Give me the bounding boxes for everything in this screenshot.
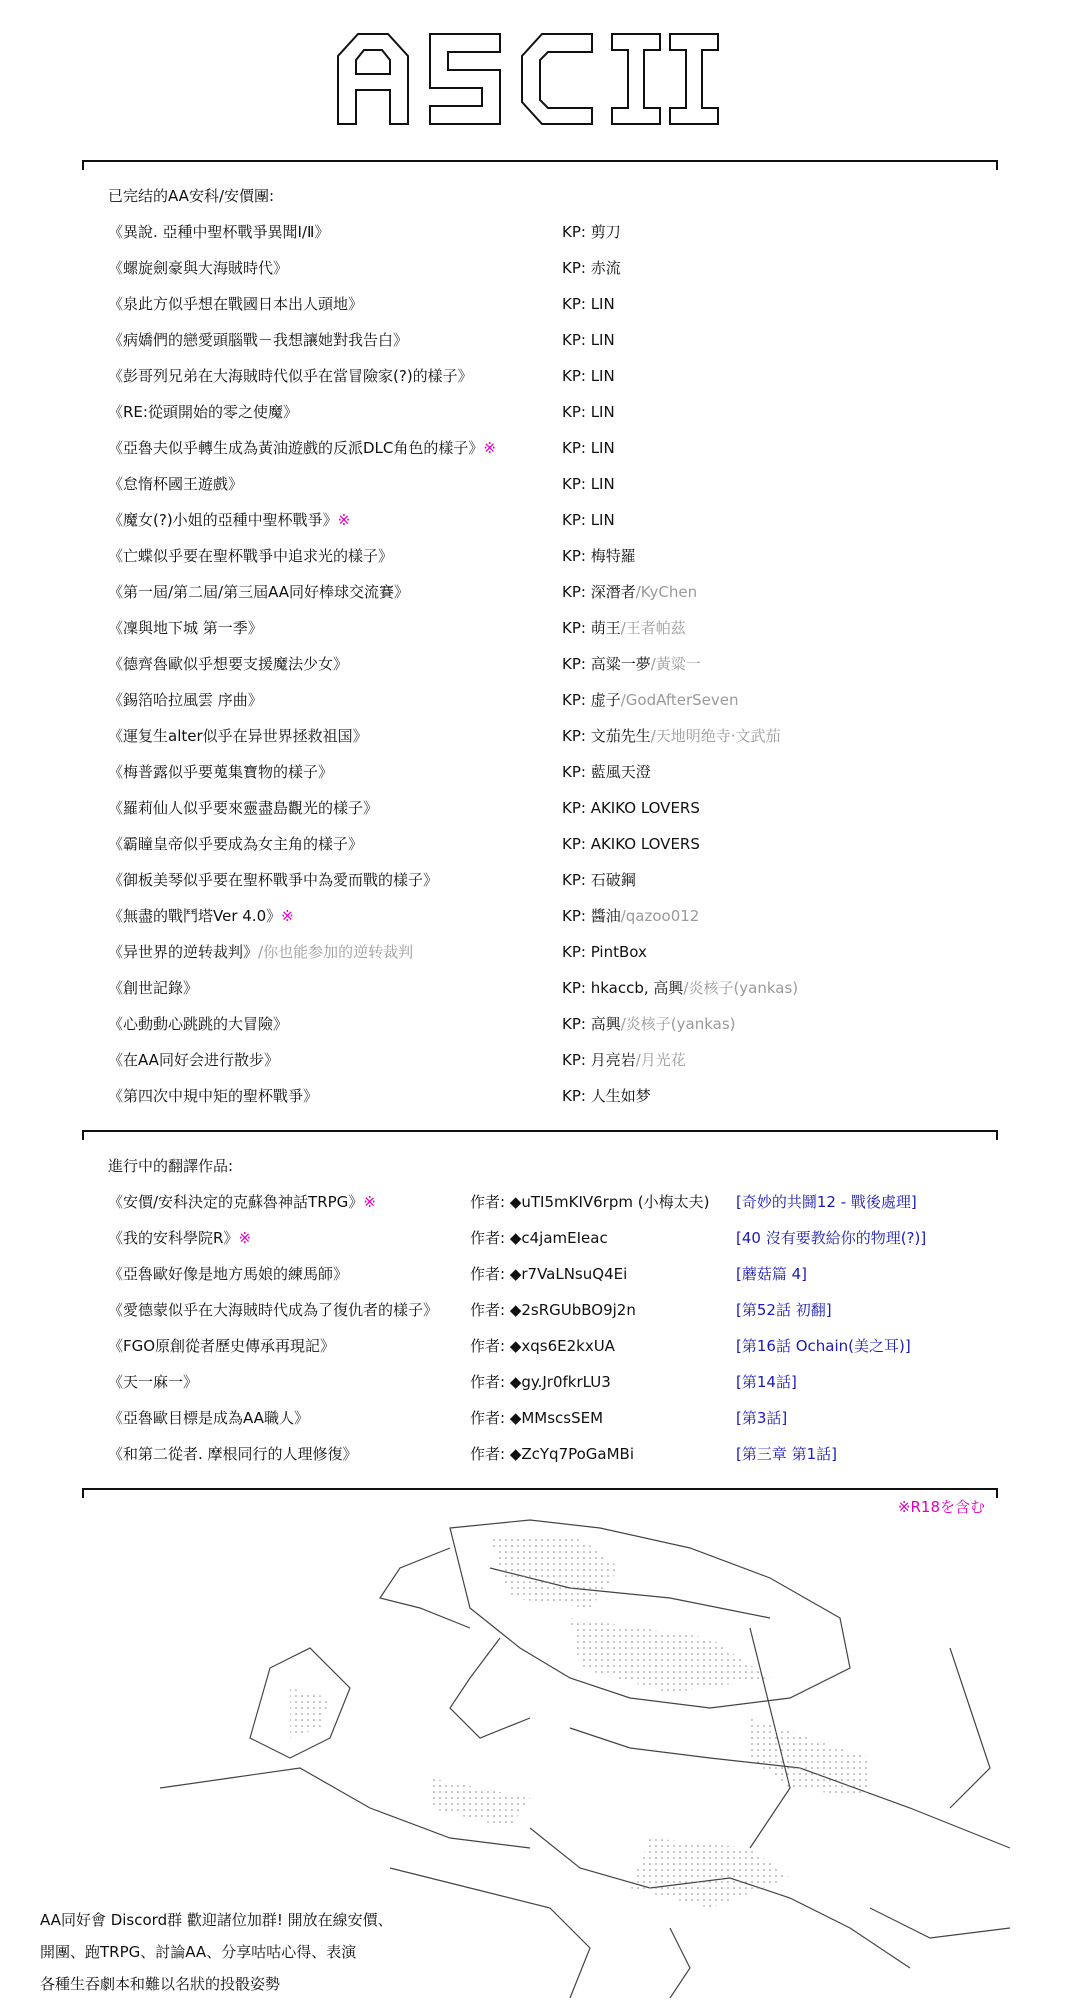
work-title-text[interactable]: 《魔女(?)小姐的亞種中聖杯戰爭》	[108, 511, 338, 529]
completed-list	[108, 220, 1020, 1120]
kp-name	[562, 1048, 686, 1072]
kp-label: KP: LIN	[562, 367, 615, 385]
kp-name	[562, 616, 686, 640]
list-item	[108, 364, 1020, 400]
work-title[interactable]	[108, 364, 473, 388]
work-title[interactable]	[108, 1084, 318, 1108]
work-title-text[interactable]: 《病嬌們的戀愛頭腦戰－我想讓她對我告白》	[108, 331, 409, 349]
work-title-text[interactable]: 《彭哥列兄弟在大海賊時代似乎在當冒險家(?)的樣子》	[108, 367, 473, 385]
work-title-text[interactable]: 《羅莉仙人似乎要來靈盡島觀光的樣子》	[108, 799, 379, 817]
work-title[interactable]	[108, 1012, 288, 1036]
chapter-link[interactable]: [40 沒有要教給你的物理(?)]	[736, 1229, 927, 1247]
chapter-link[interactable]: [第三章 第1話]	[736, 1445, 838, 1463]
list-item	[108, 796, 1020, 832]
work-title-text[interactable]: 《愛德蒙似乎在大海賊時代成為了復仇者的樣子》	[108, 1301, 439, 1319]
kp-label: KP: 虚子	[562, 691, 621, 709]
kp-label: KP: 高興	[562, 1015, 621, 1033]
kp-label: KP: 高粱一夢	[562, 655, 651, 673]
work-title-text[interactable]: 《御板美琴似乎要在聖杯戰爭中為愛而戰的樣子》	[108, 871, 439, 889]
work-title-text[interactable]: 《德齊魯歐似乎想要支援魔法少女》	[108, 655, 349, 673]
list-item	[108, 868, 1020, 904]
kp-label: KP: 醬油	[562, 907, 621, 925]
work-title-text[interactable]: 《錫箔哈拉風雲 序曲》	[108, 691, 263, 709]
work-title[interactable]	[108, 400, 298, 424]
kp-label: KP: AKIKO LOVERS	[562, 835, 700, 853]
kp-name	[562, 256, 621, 280]
kp-label: KP: 剪刀	[562, 223, 621, 241]
work-title-text[interactable]: 《霸瞳皇帝似乎要成為女主角的樣子》	[108, 835, 364, 853]
list-item	[108, 292, 1020, 328]
kp-name	[562, 904, 699, 928]
list-item	[108, 976, 1020, 1012]
kp-alias: /炎核子(yankas)	[620, 1015, 736, 1033]
kp-alias: /KyChen	[635, 583, 698, 601]
kp-alias: /炎核子(yankas)	[683, 979, 799, 997]
work-title-text[interactable]: 《無盡的戰鬥塔Ver 4.0》	[108, 907, 282, 925]
list-item	[108, 1298, 1020, 1334]
work-title[interactable]	[108, 220, 329, 244]
completed-title: 已完结的AA安科/安價團:	[108, 187, 275, 205]
r18-mark: ※	[238, 1229, 252, 1247]
kp-label: KP: 文茄先生	[562, 727, 651, 745]
work-title-text[interactable]: 《梅普露似乎要蒐集寶物的樣子》	[108, 763, 334, 781]
author-name: 作者: ◆2sRGUbBO9j2n	[470, 1301, 636, 1319]
work-title[interactable]	[108, 616, 263, 640]
kp-name	[562, 688, 738, 712]
work-title-text[interactable]: 《RE:從頭開始的零之使魔》	[108, 403, 298, 421]
kp-name	[562, 940, 647, 964]
work-title[interactable]	[108, 832, 363, 856]
kp-name	[562, 832, 700, 856]
kp-label: KP: 梅特羅	[562, 547, 636, 565]
discord-line-2: 開團、跑TRPG、討論AA、分享咕咕心得、表演	[40, 1943, 357, 1961]
kp-label: KP: hkaccb, 高興	[562, 979, 684, 997]
kp-alias: /qazoo012	[620, 907, 700, 925]
list-item	[108, 904, 1020, 940]
work-title[interactable]	[108, 1190, 376, 1214]
kp-label: KP: 藍風天澄	[562, 763, 651, 781]
kp-label: KP: 萌王	[562, 619, 621, 637]
work-title-text[interactable]: 《异世界的逆转裁判》	[108, 943, 259, 961]
divider-top	[82, 160, 998, 162]
list-item	[108, 1226, 1020, 1262]
work-title-text[interactable]: 《第四次中規中矩的聖杯戰爭》	[108, 1087, 319, 1105]
kp-name	[562, 544, 636, 568]
r18-mark: ※	[363, 1193, 376, 1211]
list-item	[108, 472, 1020, 508]
kp-name	[562, 436, 615, 460]
work-title[interactable]	[108, 472, 243, 496]
work-title-text[interactable]: 《和第二從者. 摩根同行的人理修復》	[108, 1445, 358, 1463]
ongoing-section	[108, 1154, 1020, 1478]
work-title[interactable]	[108, 760, 333, 784]
author-name: 作者: ◆MMscsSEM	[470, 1409, 604, 1427]
work-title[interactable]	[108, 1370, 198, 1394]
work-title[interactable]	[108, 436, 496, 460]
r18-note: ※R18を含む	[897, 1498, 985, 1516]
work-title[interactable]	[108, 1262, 348, 1286]
kp-name	[562, 1084, 651, 1108]
list-item	[108, 1442, 1020, 1478]
kp-name	[562, 760, 651, 784]
work-title-text[interactable]: 《安價/安科決定的克蘇魯神話TRPG》	[108, 1193, 364, 1211]
kp-name	[562, 652, 701, 676]
work-title[interactable]	[108, 1442, 358, 1466]
list-item	[108, 832, 1020, 868]
kp-alias: /黃粱一	[650, 655, 701, 673]
author-name: 作者: ◆xqs6E2kxUA	[470, 1337, 615, 1355]
kp-name	[562, 220, 621, 244]
author-name: 作者: ◆ZcYq7PoGaMBi	[470, 1445, 635, 1463]
r18-mark: ※	[483, 439, 496, 457]
kp-name	[562, 400, 615, 424]
kp-alias: /GodAfterSeven	[620, 691, 739, 709]
work-title-text[interactable]: 《運复生alter似乎在异世界拯救祖国》	[108, 727, 368, 745]
work-title-text[interactable]: 《亡蝶似乎要在聖杯戰爭中追求光的樣子》	[108, 547, 394, 565]
author-name: 作者: ◆c4jamEIeac	[470, 1229, 608, 1247]
kp-label: KP: LIN	[562, 331, 615, 349]
work-title[interactable]	[108, 1048, 279, 1072]
kp-label: KP: 深潛者	[562, 583, 636, 601]
list-item	[108, 580, 1020, 616]
kp-label: KP: LIN	[562, 439, 615, 457]
work-title[interactable]	[108, 796, 378, 820]
list-item	[108, 544, 1020, 580]
author-name: 作者: ◆r7VaLNsuQ4Ei	[470, 1265, 628, 1283]
work-title[interactable]	[108, 724, 368, 748]
kp-label: KP: 月亮岩	[562, 1051, 636, 1069]
work-title[interactable]	[108, 688, 263, 712]
kp-name	[562, 796, 700, 820]
chapter-link[interactable]: [蘑菇篇 4]	[736, 1265, 808, 1283]
kp-alias: /王者帕茲	[620, 619, 686, 637]
chapter-link[interactable]: [第52話 初翻]	[736, 1301, 832, 1319]
work-title-text[interactable]: 《創世記錄》	[108, 979, 199, 997]
list-item	[108, 724, 1020, 760]
work-title-text[interactable]: 《心動動心跳跳的大冒險》	[108, 1015, 289, 1033]
work-title-text[interactable]: 《怠惰杯國王遊戲》	[108, 475, 244, 493]
work-title-text[interactable]: 《亞魯歐目標是成為AA職人》	[108, 1409, 309, 1427]
kp-name	[562, 976, 798, 1000]
discord-line-3: 各種生吞劇本和難以名狀的投骰姿勢	[40, 1975, 281, 1993]
list-item	[108, 436, 1020, 472]
kp-name	[562, 328, 615, 352]
list-item	[108, 616, 1020, 652]
list-item	[108, 1334, 1020, 1370]
work-title[interactable]	[108, 976, 198, 1000]
list-item	[108, 1406, 1020, 1442]
work-title[interactable]	[108, 1226, 251, 1250]
kp-name	[562, 580, 697, 604]
kp-name	[562, 508, 615, 532]
work-title-text[interactable]: 《我的安科學院R》	[108, 1229, 239, 1247]
work-title-text[interactable]: 《異說. 亞種中聖杯戰爭異聞Ⅰ/Ⅱ》	[108, 223, 330, 241]
list-item	[108, 1048, 1020, 1084]
list-item	[108, 220, 1020, 256]
list-item	[108, 328, 1020, 364]
work-title[interactable]	[108, 292, 363, 316]
work-title-text[interactable]: 《螺旋劍豪與大海賊時代》	[108, 259, 289, 277]
list-item	[108, 1370, 1020, 1406]
work-title[interactable]	[108, 904, 294, 928]
list-item	[108, 940, 1020, 976]
r18-mark: ※	[281, 907, 294, 925]
chapter-link[interactable]: [第14話]	[736, 1373, 797, 1391]
work-title-text[interactable]: 《第一屆/第二屆/第三屆AA同好棒球交流賽》	[108, 583, 410, 601]
work-title[interactable]	[108, 1334, 335, 1358]
divider-middle	[82, 1130, 998, 1132]
work-title[interactable]	[108, 1406, 309, 1430]
kp-alias: /天地明绝寺·文武茄	[650, 727, 781, 745]
list-item	[108, 688, 1020, 724]
kp-name	[562, 364, 615, 388]
kp-label: KP: LIN	[562, 403, 615, 421]
discord-invite	[40, 1904, 460, 2000]
list-item	[108, 1084, 1020, 1120]
chapter-link[interactable]: [奇妙的共鬪12 - 戰後處理]	[736, 1193, 917, 1211]
work-title-text[interactable]: 《亞魯歐好像是地方馬娘的練馬師》	[108, 1265, 349, 1283]
completed-section	[108, 184, 1020, 1120]
work-title[interactable]	[108, 580, 409, 604]
work-title-text[interactable]: 《凜與地下城 第一季》	[108, 619, 263, 637]
kp-name	[562, 1012, 735, 1036]
kp-label: KP: LIN	[562, 295, 615, 313]
list-item	[108, 1012, 1020, 1048]
work-title[interactable]	[108, 508, 350, 532]
kp-name	[562, 472, 615, 496]
ascii-logo	[330, 28, 720, 128]
work-title[interactable]	[108, 1298, 438, 1322]
list-item	[108, 1190, 1020, 1226]
kp-label: KP: LIN	[562, 511, 615, 529]
list-item	[108, 508, 1020, 544]
work-title-text[interactable]: 《天一麻一》	[108, 1373, 199, 1391]
author-name: 作者: ◆gy.Jr0fkrLU3	[470, 1373, 611, 1391]
work-title[interactable]	[108, 940, 413, 964]
work-title-text[interactable]: 《FGO原創從者歷史傳承再現記》	[108, 1337, 336, 1355]
discord-line-1: AA同好會 Discord群 歡迎諸位加群! 開放在線安價、	[40, 1911, 393, 1929]
work-title[interactable]	[108, 256, 288, 280]
kp-label: KP: 人生如梦	[562, 1087, 651, 1105]
chapter-link[interactable]: [第16話 Ochain(美之耳)]	[736, 1337, 911, 1355]
r18-mark: ※	[337, 511, 351, 529]
kp-label: KP: PintBox	[562, 943, 647, 961]
kp-alias: /月光花	[635, 1051, 686, 1069]
list-item	[108, 760, 1020, 796]
chapter-link[interactable]: [第3話]	[736, 1409, 788, 1427]
work-title-text[interactable]: 《泉此方似乎想在戰國日本出人頭地》	[108, 295, 364, 313]
list-item	[108, 400, 1020, 436]
ongoing-list	[108, 1190, 1020, 1478]
kp-name	[562, 724, 781, 748]
work-title[interactable]	[108, 868, 438, 892]
list-item	[108, 256, 1020, 292]
work-title-text[interactable]: 《亞魯夫似乎轉生成為黃油遊戲的反派DLC角色的樣子》	[108, 439, 484, 457]
kp-label: KP: 赤流	[562, 259, 621, 277]
kp-name	[562, 292, 615, 316]
work-title[interactable]	[108, 328, 408, 352]
kp-label: KP: AKIKO LOVERS	[562, 799, 700, 817]
work-title-text[interactable]: 《在AA同好会进行散步》	[108, 1051, 279, 1069]
kp-label: KP: LIN	[562, 475, 615, 493]
list-item	[108, 1262, 1020, 1298]
kp-label: KP: 石破鋼	[562, 871, 636, 889]
divider-bottom	[82, 1488, 998, 1490]
ongoing-title: 進行中的翻譯作品:	[108, 1157, 234, 1175]
work-title[interactable]	[108, 544, 393, 568]
author-name: 作者: ◆uTI5mKIV6rpm (小梅太夫)	[470, 1193, 710, 1211]
kp-name	[562, 868, 636, 892]
list-item	[108, 652, 1020, 688]
work-title-alias: /你也能参加的逆转裁判	[258, 943, 414, 961]
work-title[interactable]	[108, 652, 348, 676]
